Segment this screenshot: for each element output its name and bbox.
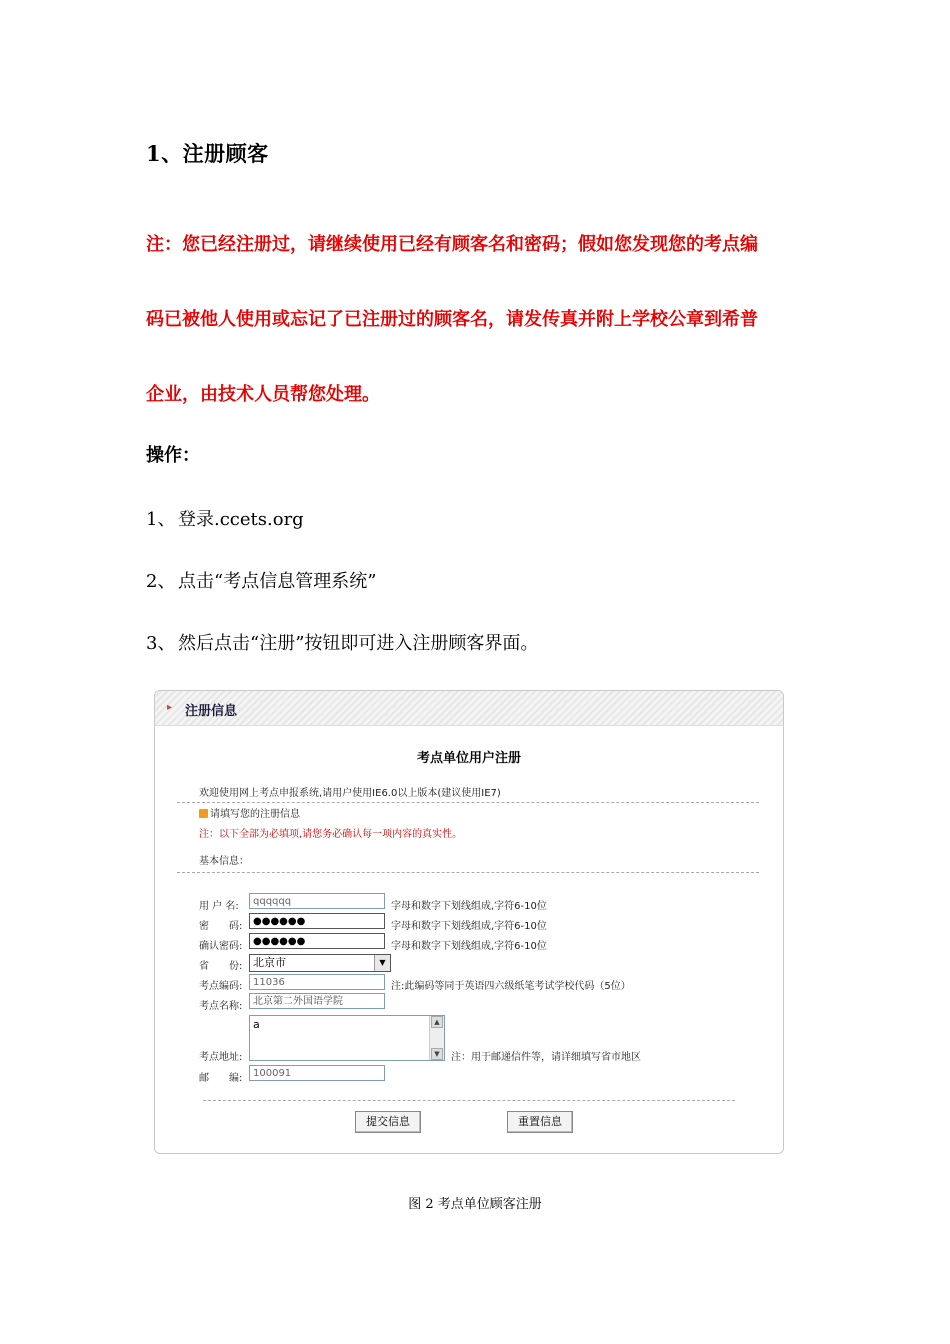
operations-title: 操作： [146, 445, 200, 466]
step-3 [146, 629, 538, 655]
postcode-input[interactable]: 100091 [249, 1065, 385, 1081]
panel-header [155, 691, 783, 726]
address-hint: 注：用于邮递信件等，请详细填写省市地区 [451, 1052, 641, 1063]
province-selected-value: 北京市 [253, 956, 286, 969]
submit-button[interactable]: 提交信息 [355, 1111, 421, 1133]
username-input[interactable]: qqqqqq [249, 893, 385, 909]
site-code-input[interactable]: 11036 [249, 974, 385, 990]
panel-header-title: 注册信息 [185, 704, 238, 719]
rss-icon [199, 809, 208, 818]
site-name-label: 考点名称: [199, 1001, 243, 1012]
site-name-input[interactable]: 北京第二外国语学院 [249, 993, 385, 1009]
confirm-password-input[interactable]: ●●●●●● [249, 933, 385, 949]
section-heading: 1、注册顾客 [146, 141, 269, 166]
registration-screenshot [154, 690, 784, 1154]
step-2 [146, 567, 376, 593]
note-line-2: 码已被他人使用或忘记了已注册过的顾客名，请发传真并附上学校公章到希普 [146, 309, 758, 330]
scroll-down-icon[interactable]: ▼ [431, 1048, 443, 1060]
bullet-icon: ▸ [167, 702, 173, 713]
note-line-3: 企业，由技术人员帮您处理。 [146, 384, 380, 405]
password-label: 密 码: [199, 921, 243, 932]
step-number: 2、 [146, 571, 176, 592]
province-select[interactable] [249, 954, 391, 972]
scrollbar[interactable] [429, 1016, 444, 1060]
divider [177, 802, 759, 803]
password-input[interactable]: ●●●●●● [249, 913, 385, 929]
figure-caption: 图 2 考点单位顾客注册 [408, 1197, 542, 1212]
confirm-password-label: 确认密码: [199, 941, 243, 952]
step-text: 然后点击“注册”按钮即可进入注册顾客界面。 [178, 633, 539, 654]
divider [177, 872, 759, 873]
province-label: 省 份: [199, 961, 243, 972]
address-textarea[interactable] [249, 1015, 445, 1061]
site-code-hint: 注:此编码等同于英语四六级纸笔考试学校代码（5位） [391, 981, 631, 992]
form-title: 考点单位用户注册 [416, 751, 521, 766]
step-text: 点击“考点信息管理系统” [178, 571, 377, 592]
address-value: a [253, 1018, 260, 1031]
step-number: 1、 [146, 509, 176, 530]
scroll-up-icon[interactable]: ▲ [431, 1016, 443, 1028]
postcode-label: 邮 编: [199, 1073, 243, 1084]
step-1 [146, 505, 304, 531]
divider [203, 1100, 735, 1101]
username-hint: 字母和数字下划线组成,字符6-10位 [391, 901, 547, 912]
username-label: 用 户 名: [199, 901, 239, 912]
chevron-down-icon[interactable]: ▼ [374, 955, 390, 971]
password-hint: 字母和数字下划线组成,字符6-10位 [391, 921, 547, 932]
welcome-text: 欢迎使用网上考点申报系统,请用户使用IE6.0以上版本(建议使用IE7) [199, 788, 501, 799]
site-code-label: 考点编码: [199, 981, 243, 992]
basic-info-label: 基本信息： [199, 856, 249, 867]
note-line-1: 注：您已经注册过，请继续使用已经有顾客名和密码；假如您发现您的考点编 [146, 234, 758, 255]
step-text: 登录.ccets.org [178, 509, 304, 530]
fill-prompt-text: 请填写您的注册信息 [210, 809, 300, 820]
step-number: 3、 [146, 633, 176, 654]
confirm-password-hint: 字母和数字下划线组成,字符6-10位 [391, 941, 547, 952]
required-note: 注：以下全部为必填项,请您务必确认每一项内容的真实性。 [199, 829, 463, 840]
reset-button[interactable]: 重置信息 [507, 1111, 573, 1133]
fill-prompt [199, 805, 300, 820]
address-label: 考点地址: [199, 1052, 243, 1063]
